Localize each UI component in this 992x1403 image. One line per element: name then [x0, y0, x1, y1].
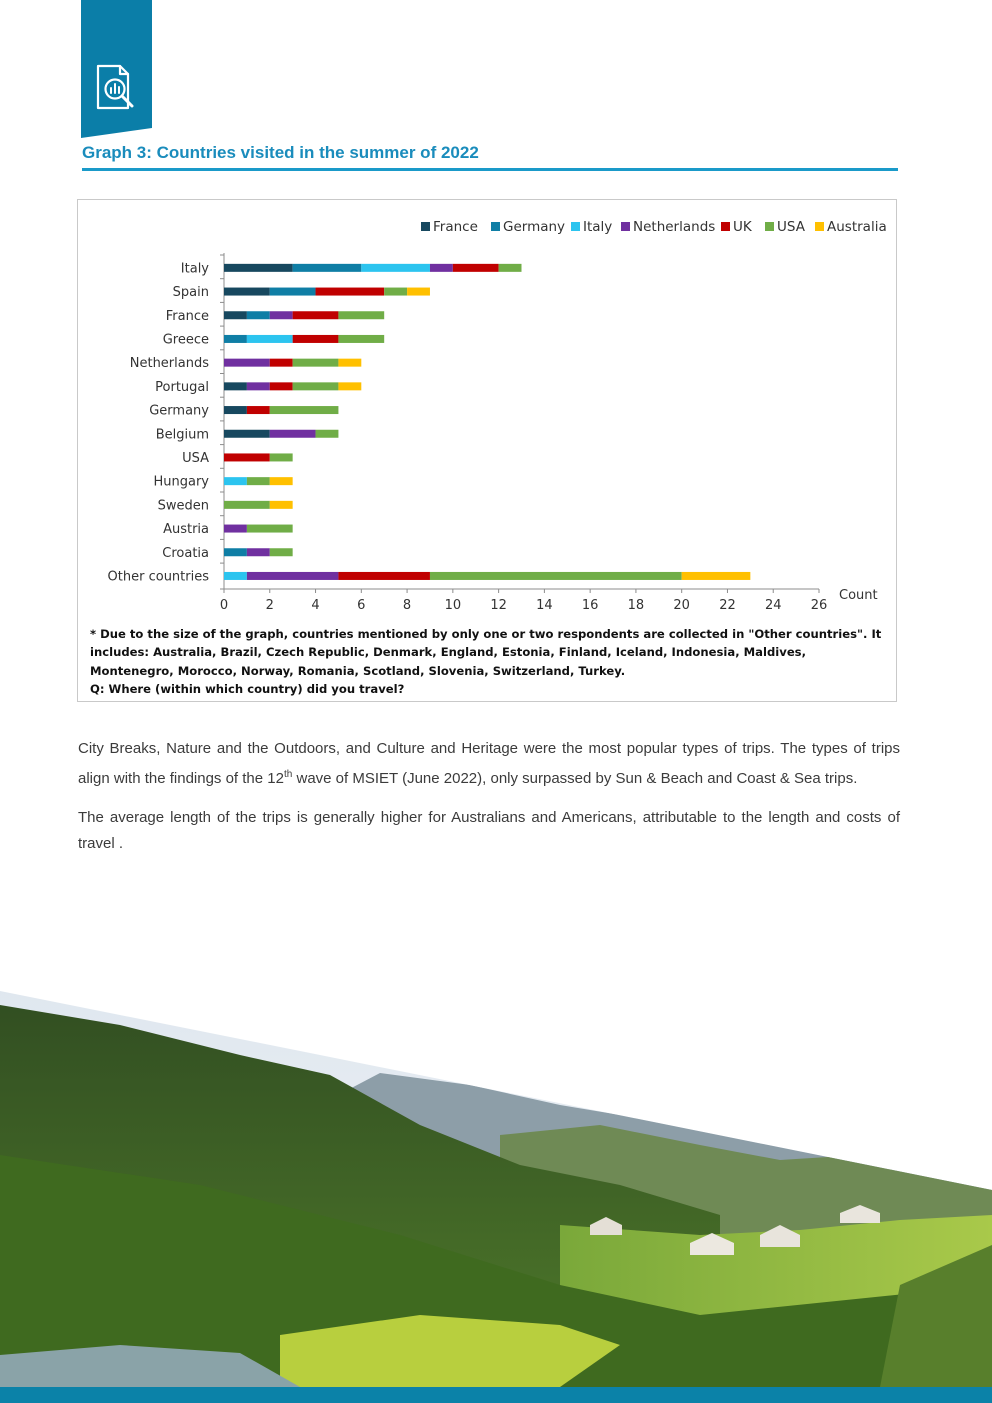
landscape-photo [0, 985, 992, 1387]
bar-segment-uk [338, 572, 430, 580]
title-underline [82, 168, 898, 171]
header-tab [81, 0, 152, 138]
bar-segment-usa [293, 359, 339, 367]
x-tick-label: 26 [810, 598, 828, 613]
bar-segment-usa [224, 501, 270, 509]
category-label: Sweden [157, 498, 209, 514]
bar-segment-netherlands [224, 359, 270, 367]
paragraph-2: The average length of the trips is generally higher for Australians and Americans, attributable to the length and costs of travel . [78, 809, 900, 852]
legend-swatch-france [421, 222, 430, 231]
bar-segment-france [224, 406, 247, 414]
legend-label: USA [777, 219, 805, 235]
chart-panel [77, 199, 897, 702]
category-label: Netherlands [129, 356, 209, 372]
bar-segment-uk [224, 453, 270, 461]
x-tick-label: 18 [627, 598, 645, 613]
category-label: USA [182, 450, 209, 466]
category-label: Belgium [155, 427, 209, 443]
x-tick-label: 14 [536, 598, 553, 613]
legend-label: France [433, 219, 478, 235]
category-label: France [165, 308, 209, 324]
bar-segment-france [224, 264, 293, 272]
footer-bar [0, 1387, 992, 1403]
category-label: Italy [180, 261, 209, 277]
bar-segment-usa [247, 477, 270, 485]
legend-swatch-uk [721, 222, 730, 231]
footnote-text: * Due to the size of the graph, countries mentioned by only one or two respondents are collected in "Other countries". It includes: Australia, Brazil, Czech Republic, Denmark, England, Estonia, Finland, Iceland, Indonesia, Maldives, Montenegro, Morocco, Norway, Romania, Scotland, Slovenia, Switzerland, Turkey. [90, 627, 882, 678]
graph-title: Graph 3: Countries visited in the summer of 2022 [82, 143, 479, 162]
chart-footnote [90, 625, 890, 699]
x-tick-label: 8 [402, 598, 412, 613]
bar-segment-uk [270, 382, 293, 390]
x-tick-label: 2 [265, 598, 274, 613]
bar-segment-usa [499, 264, 522, 272]
legend-swatch-usa [765, 222, 774, 231]
bar-segment-australia [338, 382, 361, 390]
bar-segment-usa [430, 572, 682, 580]
bar-segment-australia [270, 501, 293, 509]
bar-segment-uk [293, 311, 339, 319]
category-label: Austria [163, 522, 209, 538]
legend-swatch-italy [571, 222, 580, 231]
bar-segment-usa [338, 335, 384, 343]
bar-segment-germany [293, 264, 362, 272]
category-label: Spain [172, 285, 209, 301]
bar-segment-usa [316, 430, 339, 438]
category-label: Croatia [162, 545, 209, 561]
legend-swatch-germany [491, 222, 500, 231]
bar-segment-australia [270, 477, 293, 485]
bar-segment-france [224, 430, 270, 438]
bar-segment-usa [247, 525, 293, 533]
x-tick-label: 24 [764, 598, 782, 613]
bar-segment-netherlands [247, 548, 270, 556]
category-label: Greece [162, 332, 209, 348]
x-tick-label: 10 [444, 598, 462, 613]
bar-segment-netherlands [247, 572, 339, 580]
legend-swatch-australia [815, 222, 824, 231]
bar-segment-france [224, 311, 247, 319]
bar-segment-usa [384, 288, 407, 296]
x-tick-label: 4 [311, 598, 320, 613]
category-label: Portugal [155, 379, 209, 395]
bar-segment-netherlands [270, 430, 316, 438]
x-tick-label: 6 [357, 598, 366, 613]
bar-segment-netherlands [224, 525, 247, 533]
legend-label: Italy [583, 219, 613, 235]
category-label: Germany [149, 403, 209, 419]
bar-segment-germany [247, 311, 270, 319]
x-axis-label: Count [839, 588, 878, 603]
x-tick-label: 22 [719, 598, 736, 613]
bar-segment-uk [293, 335, 339, 343]
bar-segment-italy [224, 477, 247, 485]
category-label: Hungary [153, 474, 209, 490]
bar-segment-germany [224, 548, 247, 556]
question-text: Q: Where (within which country) did you travel? [90, 682, 405, 697]
bar-segment-italy [224, 572, 247, 580]
bar-segment-france [224, 288, 270, 296]
x-tick-label: 20 [673, 598, 690, 613]
x-tick-label: 16 [581, 598, 599, 613]
body-text [78, 736, 900, 870]
bar-segment-usa [270, 406, 339, 414]
bar-segment-uk [270, 359, 293, 367]
bar-segment-italy [361, 264, 430, 272]
bar-segment-australia [682, 572, 751, 580]
legend-label: Germany [503, 219, 566, 235]
legend-label: Australia [827, 219, 887, 235]
legend-label: Netherlands [633, 219, 716, 235]
bar-segment-usa [293, 382, 339, 390]
bar-segment-australia [338, 359, 361, 367]
bar-segment-germany [270, 288, 316, 296]
bar-segment-germany [224, 335, 247, 343]
bar-segment-uk [316, 288, 385, 296]
bar-segment-usa [338, 311, 384, 319]
bar-segment-netherlands [430, 264, 453, 272]
bar-segment-netherlands [270, 311, 293, 319]
bar-segment-usa [270, 548, 293, 556]
x-tick-label: 0 [219, 598, 229, 613]
x-tick-label: 12 [490, 598, 507, 613]
bar-segment-usa [270, 453, 293, 461]
bar-segment-france [224, 382, 247, 390]
legend-swatch-netherlands [621, 222, 630, 231]
bar-segment-australia [407, 288, 430, 296]
legend-label: UK [733, 219, 752, 235]
bar-segment-uk [453, 264, 499, 272]
bar-segment-italy [247, 335, 293, 343]
bar-segment-uk [247, 406, 270, 414]
category-label: Other countries [107, 569, 209, 585]
paragraph-1: City Breaks, Nature and the Outdoors, and Culture and Heritage were the most popular types of trips. The types of trips align with the findings of the 12th wave of MSIET (June 2022), only surpassed by Sun & Beach and Coast & Sea trips. [78, 740, 900, 787]
bar-segment-netherlands [247, 382, 270, 390]
